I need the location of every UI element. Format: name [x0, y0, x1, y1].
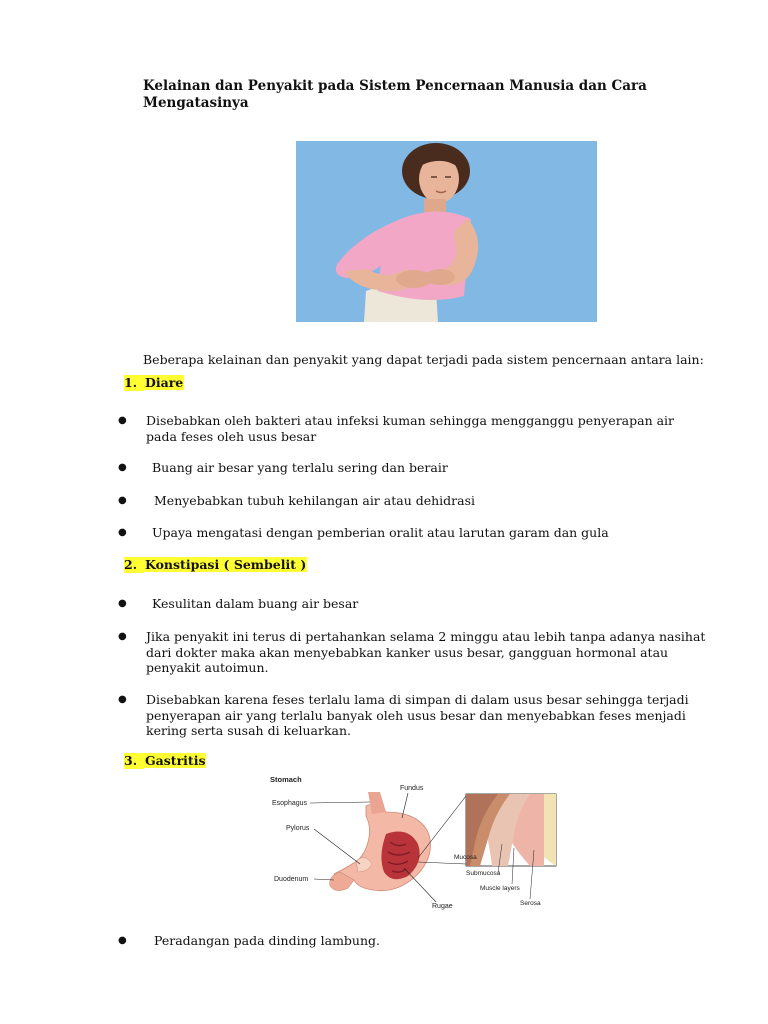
bullet-icon: ●: [118, 527, 127, 538]
section-title: Konstipasi ( Sembelit ): [145, 557, 307, 572]
bullet-icon: ●: [118, 462, 127, 473]
intro-paragraph: Beberapa kelainan dan penyakit yang dapat terjadi pada sistem pencernaan antara lain:: [143, 352, 704, 367]
section-heading-gastritis: [124, 753, 206, 769]
bullet-icon: ●: [118, 415, 127, 426]
list-item-text: Upaya mengatasi dengan pemberian oralit atau larutan garam dan gula: [152, 525, 609, 540]
list-item-text: Disebabkan karena feses terlalu lama di simpan di dalam usus besar sehingga terjadi penyerapan air yang terlalu banyak oleh usus besar dan menyebabkan feses menjadi kering serta susah di keluarkan.: [146, 692, 689, 738]
section-heading-diare: [124, 375, 184, 391]
bullet-icon: ●: [118, 495, 127, 506]
list-item-text: Disebabkan oleh bakteri atau infeksi kuman sehingga mengganggu penyerapan air pada feses oleh usus besar: [146, 413, 675, 444]
label-serosa: Serosa: [520, 900, 541, 907]
stomach-ache-photo: [296, 141, 597, 322]
section-number: 3.: [124, 753, 144, 769]
list-item-text: Peradangan pada dinding lambung.: [154, 933, 380, 948]
bullet-icon: ●: [118, 598, 127, 609]
label-mucosa: Mucosa: [454, 854, 477, 861]
bullet-icon: ●: [118, 694, 127, 705]
list-item-text: Menyebabkan tubuh kehilangan air atau dehidrasi: [154, 493, 476, 508]
stomach-diagram-svg: [268, 772, 558, 914]
section-number: 1.: [124, 375, 144, 391]
section-heading-konstipasi: [124, 557, 307, 573]
label-fundus: Fundus: [400, 785, 424, 792]
bullet-icon: ●: [118, 631, 127, 642]
bullet-icon: ●: [118, 935, 127, 946]
section-title: Diare: [145, 375, 184, 390]
woman-illustration: [296, 141, 597, 322]
label-submucosa: Submucosa: [466, 870, 501, 877]
label-esophagus: Esophagus: [272, 800, 308, 807]
section-number: 2.: [124, 557, 144, 573]
label-duodenum: Duodenum: [274, 876, 309, 883]
label-rugae: Rugae: [432, 903, 453, 910]
document-title: Kelainan dan Penyakit pada Sistem Pencernaan Manusia dan Cara Mengatasinya: [143, 78, 647, 111]
label-muscle-layers: Muscle layers: [480, 885, 520, 892]
stomach-anatomy-diagram: [268, 772, 558, 914]
list-item-text: Jika penyakit ini terus di pertahankan selama 2 minggu atau lebih tanpa adanya nasihat dari dokter maka akan menyebabkan kanker usus besar, gangguan hormonal atau penyakit autoimun.: [146, 629, 706, 675]
list-item-text: Kesulitan dalam buang air besar: [152, 596, 359, 611]
section-title: Gastritis: [145, 753, 206, 768]
diagram-title: Stomach: [270, 775, 302, 784]
label-pylorus: Pylorus: [286, 825, 310, 832]
list-item-text: Buang air besar yang terlalu sering dan berair: [152, 460, 448, 475]
